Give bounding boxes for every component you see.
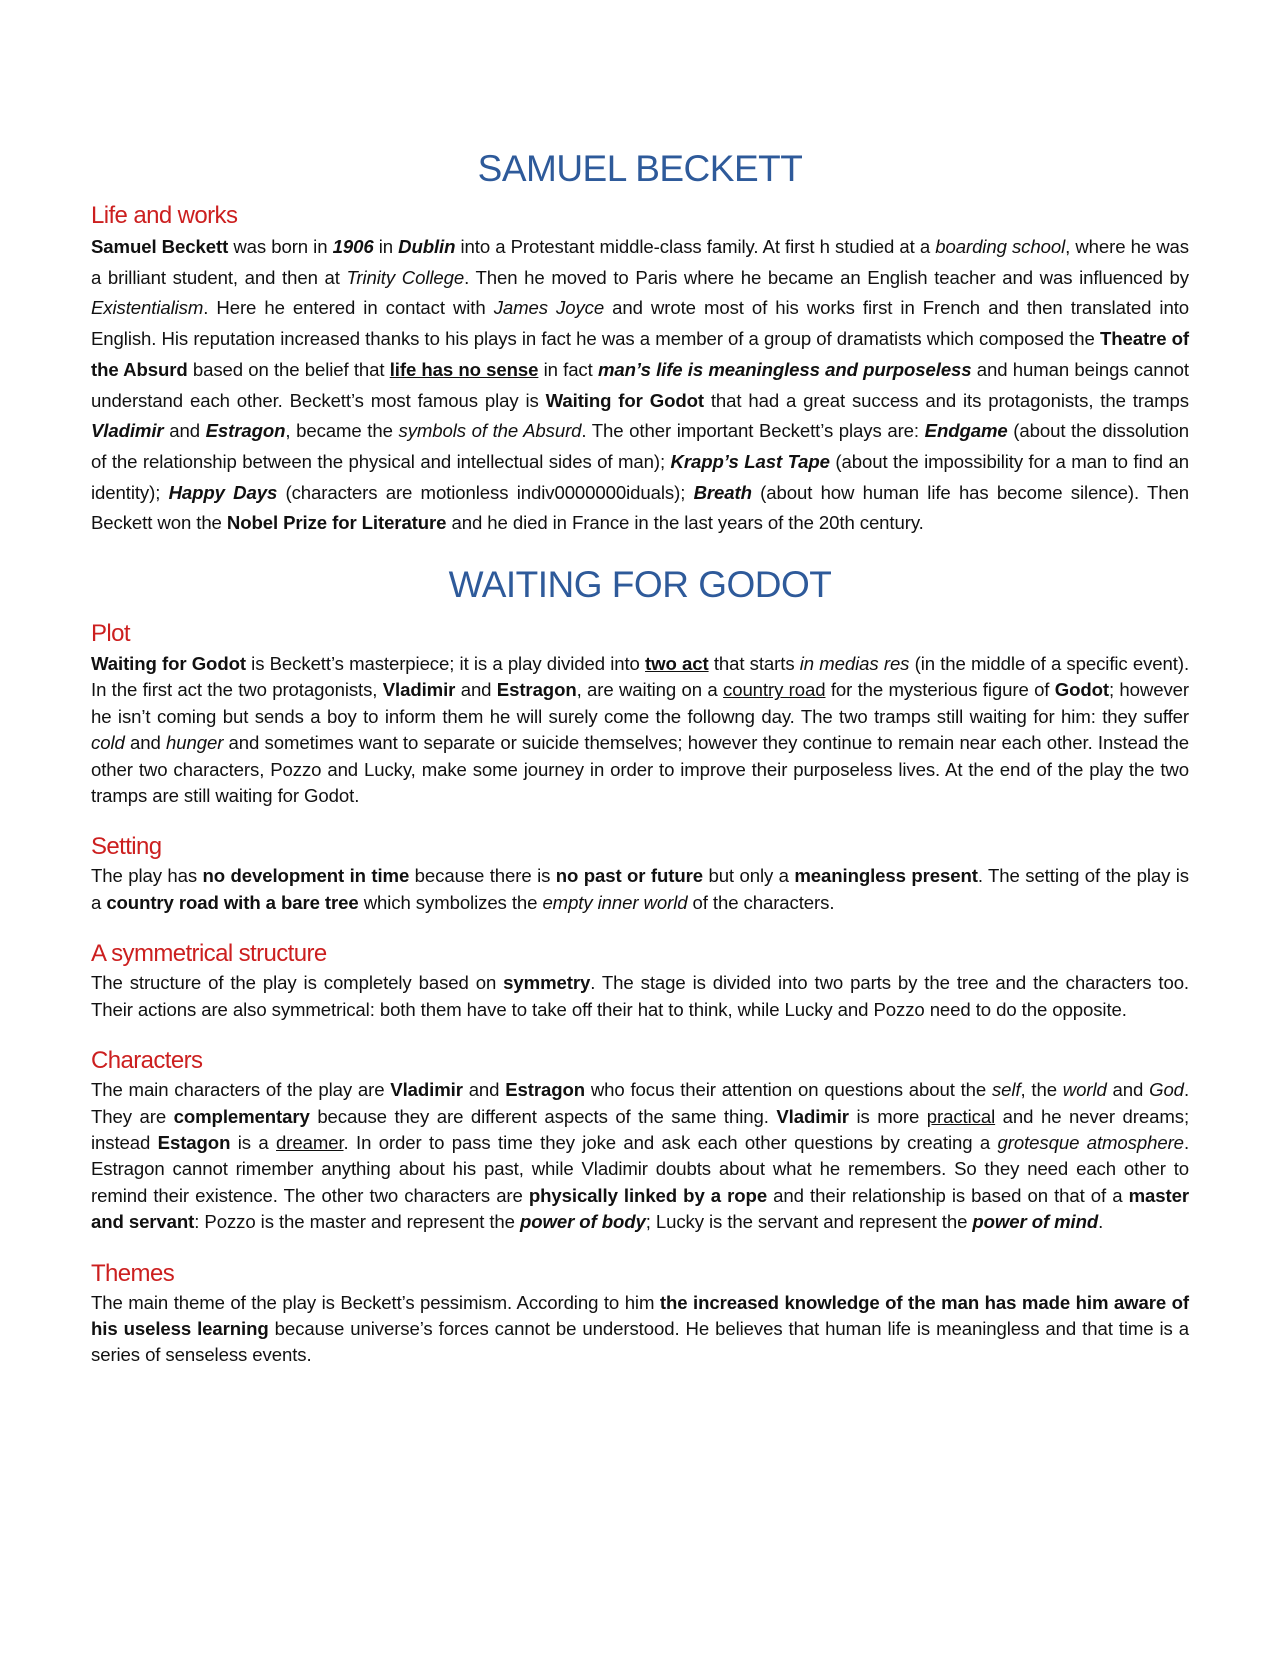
heading-characters: Characters (91, 1047, 203, 1075)
paragraph-characters: The main characters of the play are Vladimir and Estragon who focus their attention on questions about the self, the world and God. They are complementary because they are different aspects of the same thing. Vladimir is more practical and he never dreams; instead Estagon is a dreamer. In order to pass time they joke and ask each other questions by creating a grotesque atmosphere. Estragon cannot rimember anything about his past, while Vladimir doubts about what he remembers. So they need each other to remind their existence. The other two characters are physically linked by a rope and their relationship is based on that of a master and servant: Pozzo is the master and represent the power of body; Lucky is the servant and represent the power of mind. (91, 1079, 1190, 1233)
paragraph-life-and-works: Samuel Beckett was born in 1906 in Dublin into a Protestant middle-class family. At first h studied at a boarding school, where he was a brilliant student, and then at Trinity College. Then he moved to Paris where he became an English teacher and was influenced by Existentialism. Here he entered in contact with James Joyce and wrote most of his works first in French and then translated into English. His reputation increased thanks to his plays in fact he was a member of a group of dramatists which composed the Theatre of the Absurd based on the belief that life has no sense in fact man’s life is meaningless and purposeless and human beings cannot understand each other. Beckett’s most famous play is Waiting for Godot that had a great success and its protagonists, the tramps Vladimir and Estragon, became the symbols of the Absurd. The other important Beckett’s plays are: Endgame (about the dissolution of the relationship between the physical and intellectual sides of man); Krapp’s Last Tape (about the impossibility for a man to find an identity); Happy Days (characters are motionless indiv0000000iduals); Breath (about how human life has become silence). Then Beckett won the Nobel Prize for Literature and he died in France in the last years of the 20th century. (91, 236, 1190, 534)
heading-life-and-works: Life and works (91, 202, 238, 229)
heading-themes: Themes (91, 1259, 175, 1287)
document-page (91, 140, 1189, 1369)
heading-plot: Plot (91, 620, 130, 648)
paragraph-plot: Waiting for Godot is Beckett’s masterpiece; it is a play divided into two act that starts in medias res (in the middle of a specific event). In the first act the two protagonists, Vladimir and Estragon, are waiting on a country road for the mysterious figure of Godot; however he isn’t coming but sends a boy to inform them he will surely come the followng day. The two tramps still waiting for him: they suffer cold and hunger and sometimes want to separate or suicide themselves; however they continue to remain near each other. Instead the other two characters, Pozzo and Lucky, make some journey in order to improve their purposeless lives. At the end of the play the two tramps are still waiting for Godot. (91, 653, 1190, 807)
paragraph-themes: The main theme of the play is Beckett’s pessimism. According to him the increased knowledge of the man has made him aware of his useless learning because universe’s forces cannot be understood. He believes that human life is meaningless and that time is a series of senseless events. (91, 1291, 1190, 1366)
paragraph-symmetrical-structure: The structure of the play is completely based on symmetry. The stage is divided into two parts by the tree and the characters too. Their actions are also symmetrical: both them have to take off their hat to think, while Lucky and Pozzo need to do the opposite. (91, 972, 1190, 1020)
heading-symmetrical-structure: A symmetrical structure (91, 940, 327, 968)
paragraph-setting: The play has no development in time because there is no past or future but only a meaningless present. The setting of the play is a country road with a bare tree which symbolizes the empty inner world of the characters. (91, 865, 1189, 913)
document-title-samuel-beckett: SAMUEL BECKETT (477, 148, 803, 189)
document-title-waiting-for-godot: WAITING FOR GODOT (448, 564, 832, 606)
heading-setting: Setting (91, 833, 162, 861)
